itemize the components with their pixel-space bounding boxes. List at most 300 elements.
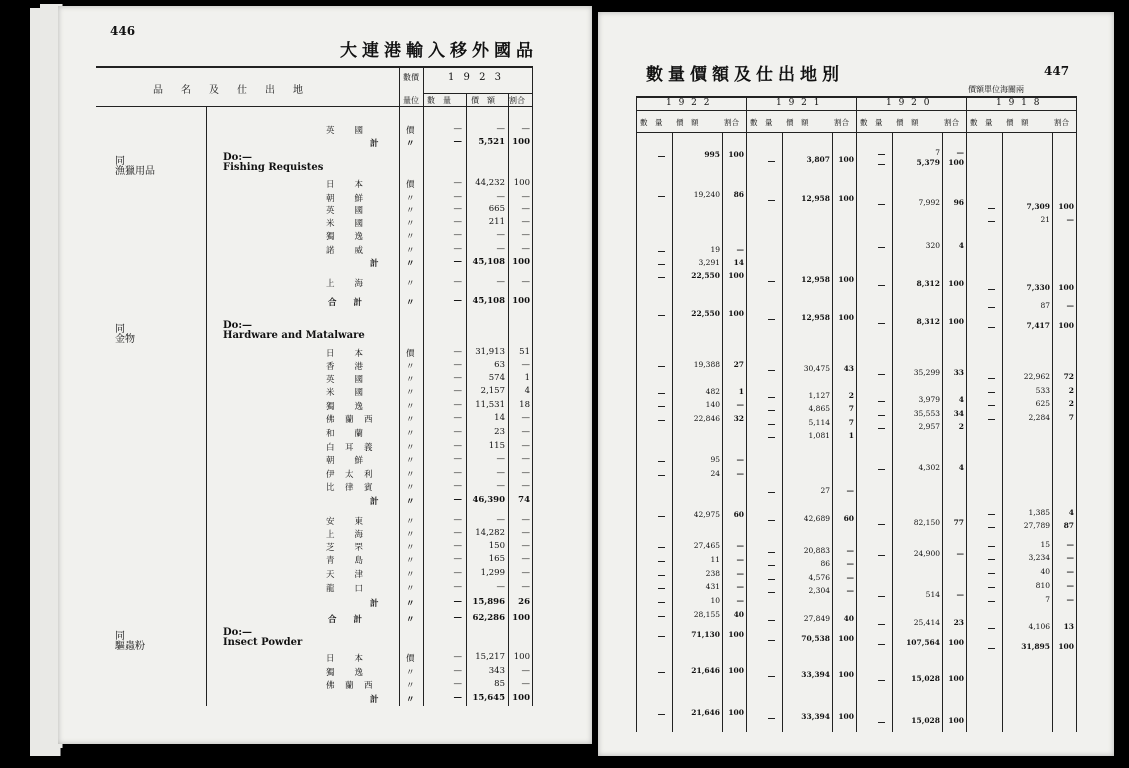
table-row bbox=[58, 666, 592, 680]
quantity-dash bbox=[988, 327, 995, 328]
category-english: Do:— bbox=[223, 627, 253, 638]
percent-cell: — bbox=[736, 569, 744, 578]
value-cell: 19,388 bbox=[693, 360, 720, 369]
quantity-dash bbox=[878, 644, 885, 645]
destination: 計 bbox=[370, 599, 379, 609]
value: 14 bbox=[494, 413, 505, 423]
percent: — bbox=[521, 230, 530, 240]
percent-cell: — bbox=[736, 582, 744, 591]
value-cell: 11 bbox=[710, 555, 720, 564]
pct-header: 割合 bbox=[509, 96, 525, 105]
quantity-dash bbox=[658, 264, 665, 265]
category-row bbox=[58, 162, 592, 176]
qty-subheader: 數 量 bbox=[640, 118, 663, 127]
quantity-dash bbox=[988, 628, 995, 629]
qty-subheader: 數 量 bbox=[860, 118, 883, 127]
quantity-dash bbox=[658, 636, 665, 637]
table-row bbox=[58, 693, 592, 707]
quantity-dash bbox=[768, 424, 775, 425]
value-cell: 19 bbox=[710, 245, 720, 254]
quantity-dash bbox=[768, 520, 775, 521]
value: 1,299 bbox=[480, 568, 505, 578]
value-cell: 5,114 bbox=[808, 418, 830, 427]
quantity-dash bbox=[768, 161, 775, 162]
percent-cell: — bbox=[736, 469, 744, 478]
value: 15,645 bbox=[472, 693, 505, 703]
table-row bbox=[58, 230, 592, 244]
value: 2,157 bbox=[480, 386, 505, 396]
pct-subheader: 割合 bbox=[724, 118, 739, 127]
unit: 〃 bbox=[406, 681, 415, 691]
unit: 〃 bbox=[406, 206, 415, 216]
destination: 米 國 bbox=[326, 219, 365, 229]
quantity: — bbox=[453, 400, 462, 410]
value-cell: 533 bbox=[1035, 386, 1050, 395]
unit: 〃 bbox=[406, 139, 415, 149]
quantity-dash bbox=[988, 514, 995, 515]
percent: — bbox=[521, 582, 530, 592]
quantity-dash bbox=[658, 393, 665, 394]
quantity-dash bbox=[658, 315, 665, 316]
quantity: — bbox=[453, 347, 462, 357]
value-cell: 431 bbox=[705, 582, 720, 591]
percent-cell: 43 bbox=[843, 364, 854, 373]
quantity-dash bbox=[878, 204, 885, 205]
year-header-1923: 1 9 2 3 bbox=[448, 72, 504, 83]
destination: 英 國 bbox=[326, 126, 365, 136]
unit: 〃 bbox=[406, 543, 415, 553]
quantity-dash bbox=[768, 281, 775, 282]
percent-cell: 1 bbox=[738, 387, 744, 396]
unit: 〃 bbox=[406, 584, 415, 594]
destination: 米 國 bbox=[326, 388, 365, 398]
table-row bbox=[58, 373, 592, 387]
table-row bbox=[58, 204, 592, 218]
table-row bbox=[58, 515, 592, 529]
value-cell: 12,958 bbox=[801, 313, 830, 322]
quantity-dash bbox=[988, 601, 995, 602]
unit: 〃 bbox=[406, 259, 415, 269]
destination: 龍 口 bbox=[326, 584, 365, 594]
table-row bbox=[58, 137, 592, 151]
destination: 青 島 bbox=[326, 556, 365, 566]
value-cell: 3,234 bbox=[1028, 553, 1050, 562]
destination: 計 bbox=[370, 139, 379, 149]
left-page-number: 446 bbox=[110, 24, 136, 38]
destination: 計 bbox=[370, 695, 379, 705]
right-page bbox=[598, 12, 1114, 756]
value-cell: 10 bbox=[710, 596, 720, 605]
value-cell: 27,849 bbox=[803, 614, 830, 623]
unit: 價 bbox=[406, 349, 415, 359]
column-line bbox=[672, 132, 673, 732]
destination: 合 計 bbox=[328, 615, 363, 625]
quantity-dash bbox=[988, 559, 995, 560]
quantity-dash bbox=[878, 555, 885, 556]
year-header: 1 9 1 8 bbox=[996, 98, 1042, 108]
percent-cell: 1 bbox=[848, 431, 854, 440]
percent-cell: 4 bbox=[1068, 508, 1074, 517]
percent-cell: — bbox=[736, 455, 744, 464]
quantity: — bbox=[453, 413, 462, 423]
value-cell: 8,312 bbox=[916, 317, 940, 326]
percent-cell: — bbox=[736, 245, 744, 254]
percent-cell: 34 bbox=[953, 409, 964, 418]
quantity-dash bbox=[658, 196, 665, 197]
unit-note: 價額單位海關兩 bbox=[968, 85, 1024, 94]
percent: — bbox=[521, 360, 530, 370]
unit: 〃 bbox=[406, 429, 415, 439]
quantity-dash bbox=[658, 277, 665, 278]
quantity: — bbox=[453, 693, 462, 703]
value-cell: 27,789 bbox=[1023, 521, 1050, 530]
destination: 日 本 bbox=[326, 180, 365, 190]
percent-cell: — bbox=[736, 400, 744, 409]
value: 115 bbox=[488, 441, 505, 451]
destination: 日 本 bbox=[326, 349, 365, 359]
quantity: — bbox=[453, 217, 462, 227]
value-cell: 24,900 bbox=[913, 549, 940, 558]
pct-subheader: 割合 bbox=[1054, 118, 1069, 127]
destination: 和 蘭 bbox=[326, 429, 365, 439]
value-cell: 27,465 bbox=[693, 541, 720, 550]
quantity-dash bbox=[988, 378, 995, 379]
quantity: — bbox=[453, 468, 462, 478]
quantity: — bbox=[453, 597, 462, 607]
quantity-dash bbox=[658, 516, 665, 517]
value: — bbox=[496, 277, 505, 287]
percent-cell: 33 bbox=[953, 368, 964, 377]
unit: 價 bbox=[406, 126, 415, 136]
destination: 獨 逸 bbox=[326, 402, 365, 412]
value-cell: 2,957 bbox=[918, 422, 940, 431]
year-header: 1 9 2 1 bbox=[776, 98, 822, 108]
qty-subheader: 數 量 bbox=[750, 118, 773, 127]
destination: 天 津 bbox=[326, 570, 365, 580]
value-cell: 35,553 bbox=[913, 409, 940, 418]
percent-cell: — bbox=[846, 546, 854, 555]
percent-cell: 40 bbox=[843, 614, 854, 623]
unit: 〃 bbox=[406, 246, 415, 256]
percent-cell: — bbox=[1066, 595, 1074, 604]
quantity-dash bbox=[658, 251, 665, 252]
value: — bbox=[496, 192, 505, 202]
percent-cell: 100 bbox=[728, 630, 744, 639]
percent-cell: 100 bbox=[1058, 202, 1074, 211]
value-cell: 31,895 bbox=[1021, 642, 1050, 651]
quantity-dash bbox=[878, 624, 885, 625]
quantity-dash bbox=[768, 592, 775, 593]
val-subheader: 價 額 bbox=[896, 118, 919, 127]
unit: 〃 bbox=[406, 298, 415, 308]
quantity: — bbox=[453, 582, 462, 592]
quantity-dash bbox=[878, 469, 885, 470]
value-cell: 3,291 bbox=[698, 258, 720, 267]
percent-cell: 7 bbox=[848, 404, 854, 413]
column-line bbox=[1052, 132, 1053, 732]
value-cell: 15,028 bbox=[911, 674, 940, 683]
table-row bbox=[58, 296, 592, 310]
val-header: 價 額 bbox=[471, 96, 495, 105]
value-cell: 95 bbox=[710, 455, 720, 464]
category-row bbox=[58, 330, 592, 344]
value-cell: 8,312 bbox=[916, 279, 940, 288]
percent-cell: — bbox=[956, 148, 964, 157]
percent-cell: 86 bbox=[733, 190, 744, 199]
percent: — bbox=[521, 204, 530, 214]
destination: 英 國 bbox=[326, 206, 365, 216]
destination: 佛 蘭 西 bbox=[326, 681, 374, 691]
destination: 合 計 bbox=[328, 298, 363, 308]
quantity: — bbox=[453, 515, 462, 525]
quantity-dash bbox=[658, 366, 665, 367]
quantity-dash bbox=[658, 602, 665, 603]
value-cell: 995 bbox=[704, 150, 720, 159]
table-row bbox=[58, 277, 592, 291]
value-cell: 22,846 bbox=[693, 414, 720, 423]
quantity-dash bbox=[768, 676, 775, 677]
percent-cell: — bbox=[1066, 540, 1074, 549]
left-page-title: 大連港輸入移外國品 bbox=[340, 41, 538, 61]
category-japanese: 同 bbox=[115, 156, 125, 167]
quantity-dash bbox=[988, 587, 995, 588]
quantity-dash bbox=[768, 410, 775, 411]
category-japanese: 漁獵用品 bbox=[115, 166, 155, 177]
percent-cell: — bbox=[846, 486, 854, 495]
unit: 價 bbox=[406, 654, 415, 664]
table-row bbox=[58, 124, 592, 138]
unit: 〃 bbox=[406, 556, 415, 566]
quantity-dash bbox=[768, 319, 775, 320]
column-line bbox=[832, 132, 833, 732]
table-row bbox=[58, 568, 592, 582]
percent-cell: 100 bbox=[1058, 642, 1074, 651]
percent: — bbox=[521, 679, 530, 689]
category-english: Do:— bbox=[223, 152, 253, 163]
quantity: — bbox=[453, 244, 462, 254]
value: 45,108 bbox=[472, 257, 505, 267]
percent: — bbox=[521, 554, 530, 564]
table-row bbox=[58, 217, 592, 231]
column-line bbox=[966, 96, 967, 732]
value-cell: 42,689 bbox=[803, 514, 830, 523]
table-row bbox=[58, 454, 592, 468]
percent-cell: 100 bbox=[838, 712, 854, 721]
percent-cell: 14 bbox=[733, 258, 744, 267]
value-cell: 7 bbox=[935, 148, 940, 157]
quantity-dash bbox=[658, 475, 665, 476]
value: 14,282 bbox=[475, 528, 505, 538]
unit: 〃 bbox=[406, 570, 415, 580]
quantity-dash bbox=[768, 552, 775, 553]
destination: 芝 罘 bbox=[326, 543, 365, 553]
percent-cell: — bbox=[846, 559, 854, 568]
table-row bbox=[58, 178, 592, 192]
percent-cell: 72 bbox=[1063, 372, 1074, 381]
destination: 日 本 bbox=[326, 654, 365, 664]
value: — bbox=[496, 515, 505, 525]
value: 15,217 bbox=[475, 652, 505, 662]
percent-cell: 4 bbox=[958, 395, 964, 404]
quantity-dash bbox=[768, 200, 775, 201]
pct-subheader: 割合 bbox=[834, 118, 849, 127]
percent-cell: 2 bbox=[1068, 399, 1074, 408]
category-english: Do:— bbox=[223, 320, 253, 331]
percent: — bbox=[521, 413, 530, 423]
category-english: Fishing Requistes bbox=[223, 162, 324, 173]
table-row bbox=[58, 541, 592, 555]
quantity-dash bbox=[658, 547, 665, 548]
val-subheader: 價 額 bbox=[676, 118, 699, 127]
quantity: — bbox=[453, 666, 462, 676]
destination: 上 海 bbox=[326, 530, 365, 540]
table-top-rule bbox=[96, 66, 532, 68]
quantity-dash bbox=[768, 370, 775, 371]
destination: 朝 鮮 bbox=[326, 456, 365, 466]
percent-cell: — bbox=[736, 596, 744, 605]
table-row bbox=[58, 413, 592, 427]
percent-cell: 23 bbox=[953, 618, 964, 627]
year-sub-rule bbox=[423, 93, 532, 94]
quantity: — bbox=[453, 454, 462, 464]
percent: 100 bbox=[512, 693, 530, 703]
percent-cell: 2 bbox=[1068, 386, 1074, 395]
value: 46,390 bbox=[472, 495, 505, 505]
quantity-dash bbox=[988, 573, 995, 574]
column-line bbox=[636, 96, 637, 732]
destination: 諾 威 bbox=[326, 246, 365, 256]
quantity-dash bbox=[878, 524, 885, 525]
unit-header-bottom: 量位 bbox=[403, 96, 419, 105]
category-japanese: 同 bbox=[115, 324, 125, 335]
percent-cell: 60 bbox=[733, 510, 744, 519]
percent-cell: 7 bbox=[1068, 413, 1074, 422]
destination: 伊 太 利 bbox=[326, 470, 374, 480]
value-cell: 40 bbox=[1040, 567, 1050, 576]
value-cell: 22,550 bbox=[691, 271, 720, 280]
quantity-dash bbox=[878, 374, 885, 375]
table-row bbox=[58, 347, 592, 361]
value: — bbox=[496, 454, 505, 464]
percent-cell: 100 bbox=[1058, 283, 1074, 292]
percent-cell: — bbox=[736, 541, 744, 550]
unit: 〃 bbox=[406, 668, 415, 678]
quantity: — bbox=[453, 124, 462, 134]
unit: 〃 bbox=[406, 388, 415, 398]
value-cell: 71,130 bbox=[691, 630, 720, 639]
quantity: — bbox=[453, 204, 462, 214]
percent-cell: 100 bbox=[948, 638, 964, 647]
unit: 〃 bbox=[406, 194, 415, 204]
value-cell: 21 bbox=[1040, 215, 1050, 224]
value-cell: 625 bbox=[1035, 399, 1050, 408]
quantity-dash bbox=[988, 527, 995, 528]
percent-cell: — bbox=[1066, 581, 1074, 590]
value-cell: 25,414 bbox=[913, 618, 940, 627]
quantity-dash bbox=[768, 437, 775, 438]
percent: — bbox=[521, 541, 530, 551]
value-cell: 12,958 bbox=[801, 194, 830, 203]
table-row bbox=[58, 427, 592, 441]
quantity-dash bbox=[988, 546, 995, 547]
right-page-number: 447 bbox=[1044, 64, 1070, 78]
percent-cell: 100 bbox=[948, 317, 964, 326]
quantity: — bbox=[453, 568, 462, 578]
table-row bbox=[58, 244, 592, 258]
value-cell: 12,958 bbox=[801, 275, 830, 284]
value-cell: 7,992 bbox=[918, 198, 940, 207]
percent: 100 bbox=[512, 613, 530, 623]
percent-cell: — bbox=[1066, 301, 1074, 310]
percent: — bbox=[521, 244, 530, 254]
value: 63 bbox=[494, 360, 505, 370]
value-cell: 70,538 bbox=[801, 634, 830, 643]
unit: 〃 bbox=[406, 362, 415, 372]
quantity-dash bbox=[988, 648, 995, 649]
column-line bbox=[746, 96, 747, 732]
val-subheader: 價 額 bbox=[1006, 118, 1029, 127]
percent: 100 bbox=[512, 137, 530, 147]
right-page-title: 數量價額及仕出地別 bbox=[646, 65, 844, 85]
value-cell: 27 bbox=[820, 486, 830, 495]
value-cell: 2,304 bbox=[808, 586, 830, 595]
value-cell: 514 bbox=[925, 590, 940, 599]
quantity-dash bbox=[658, 616, 665, 617]
value: — bbox=[496, 481, 505, 491]
unit: 價 bbox=[406, 180, 415, 190]
table-row bbox=[58, 481, 592, 495]
destination: 佛 蘭 西 bbox=[326, 415, 374, 425]
percent: — bbox=[521, 666, 530, 676]
value-cell: 1,385 bbox=[1028, 508, 1050, 517]
percent-cell: — bbox=[736, 555, 744, 564]
unit: 〃 bbox=[406, 470, 415, 480]
val-subheader: 價 額 bbox=[786, 118, 809, 127]
value-cell: 1,127 bbox=[808, 391, 830, 400]
value-cell: 4,106 bbox=[1028, 622, 1050, 631]
quantity-dash bbox=[658, 588, 665, 589]
quantity-dash bbox=[878, 323, 885, 324]
category-row bbox=[58, 637, 592, 651]
destination: 上 海 bbox=[326, 279, 365, 289]
quantity-dash bbox=[658, 420, 665, 421]
percent: — bbox=[521, 515, 530, 525]
quantity-dash bbox=[878, 722, 885, 723]
value: 23 bbox=[494, 427, 505, 437]
quantity-dash bbox=[768, 620, 775, 621]
quantity-dash bbox=[658, 406, 665, 407]
value-cell: 238 bbox=[705, 569, 720, 578]
quantity-dash bbox=[988, 307, 995, 308]
unit: 〃 bbox=[406, 219, 415, 229]
percent-cell: 100 bbox=[948, 716, 964, 725]
qty-header: 數 量 bbox=[427, 96, 451, 105]
value-cell: 107,564 bbox=[906, 638, 940, 647]
value: 15,896 bbox=[472, 597, 505, 607]
quantity-dash bbox=[768, 640, 775, 641]
column-line bbox=[1076, 96, 1077, 732]
quantity: — bbox=[453, 528, 462, 538]
value-cell: 15 bbox=[1040, 540, 1050, 549]
quantity-dash bbox=[988, 208, 995, 209]
value-cell: 3,979 bbox=[918, 395, 940, 404]
percent-cell: 13 bbox=[1063, 622, 1074, 631]
pct-subheader: 割合 bbox=[944, 118, 959, 127]
value-cell: 4,576 bbox=[808, 573, 830, 582]
qty-subheader: 數 量 bbox=[970, 118, 993, 127]
quantity-dash bbox=[878, 415, 885, 416]
quantity: — bbox=[453, 652, 462, 662]
